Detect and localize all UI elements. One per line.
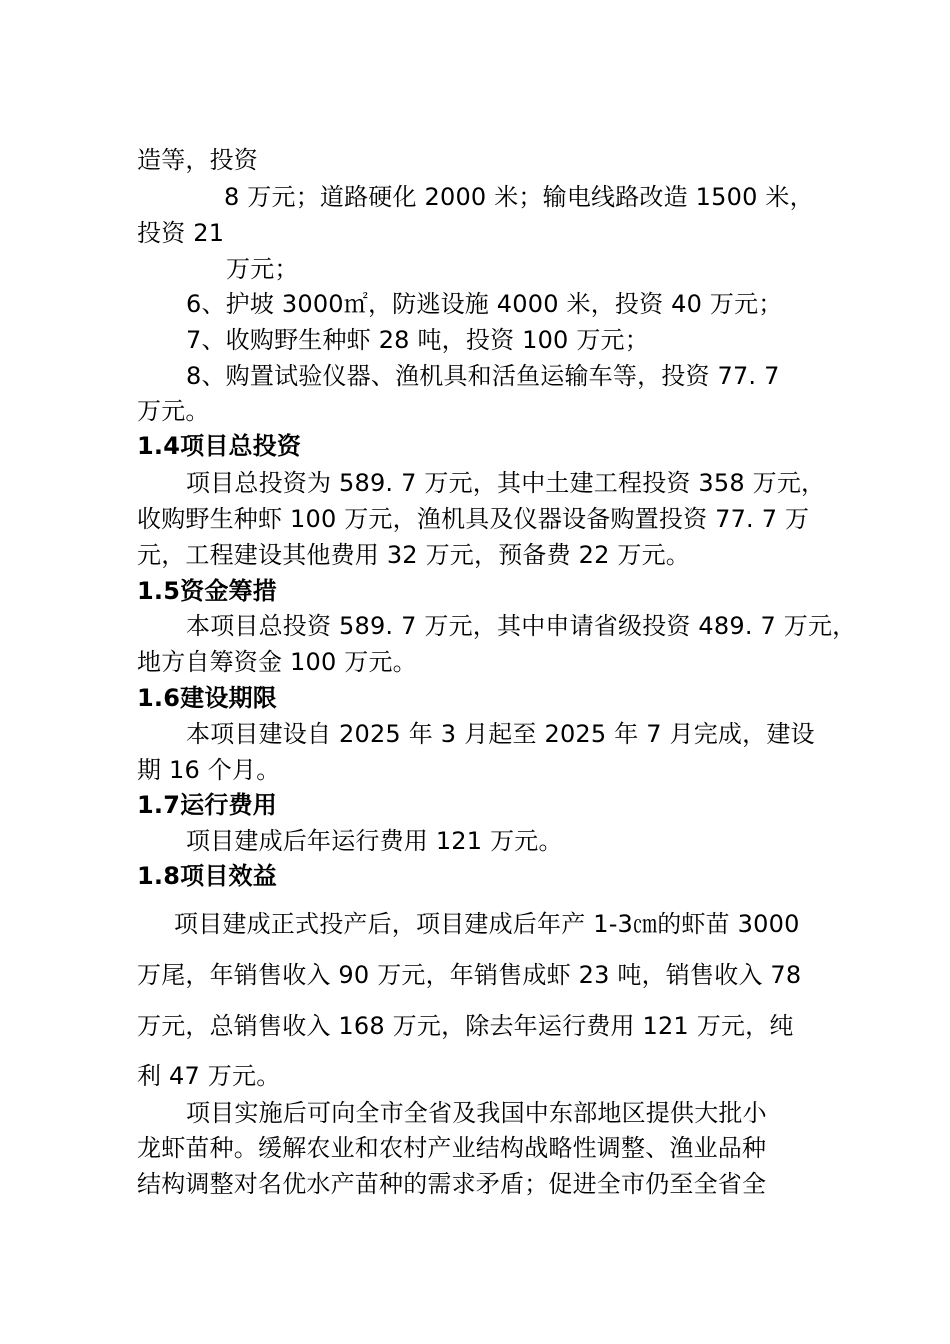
list-item: 7、收购野生种虾 28 吨，投资 100 万元； xyxy=(186,326,649,354)
body-line: 万元； xyxy=(226,255,299,283)
body-line: 万元，总销售收入 168 万元，除去年运行费用 121 万元，纯 xyxy=(137,1012,794,1040)
section-heading: 1.7运行费用 xyxy=(137,791,277,819)
body-line: 项目建成后年运行费用 121 万元。 xyxy=(186,827,563,855)
list-item: 6、护坡 3000㎡，防逃设施 4000 米，投资 40 万元； xyxy=(186,290,783,318)
section-heading: 1.5资金筹措 xyxy=(137,577,277,605)
body-line: 项目建成正式投产后，项目建成后年产 1-3㎝的虾苗 3000 xyxy=(174,910,800,938)
body-line: 本项目总投资 589. 7 万元，其中申请省级投资 489. 7 万元， xyxy=(186,612,857,640)
list-item: 8、购置试验仪器、渔机具和活鱼运输车等，投资 77. 7 xyxy=(186,362,780,390)
body-line: 本项目建设自 2025 年 3 月起至 2025 年 7 月完成，建设 xyxy=(186,720,815,748)
section-heading: 1.6建设期限 xyxy=(137,684,277,712)
body-line: 期 16 个月。 xyxy=(137,756,281,784)
body-line: 元，工程建设其他费用 32 万元，预备费 22 万元。 xyxy=(137,541,690,569)
body-line: 项目总投资为 589. 7 万元，其中土建工程投资 358 万元， xyxy=(186,469,826,497)
body-line: 利 47 万元。 xyxy=(137,1062,281,1090)
section-heading: 1.8项目效益 xyxy=(137,862,277,890)
body-line: 结构调整对名优水产苗种的需求矛盾；促进全市仍至全省全 xyxy=(137,1170,767,1198)
body-line: 项目实施后可向全市全省及我国中东部地区提供大批小 xyxy=(186,1099,767,1127)
body-line: 造等，投资 xyxy=(137,146,258,174)
body-line: 万元。 xyxy=(137,397,210,425)
body-line: 8 万元；道路硬化 2000 米；输电线路改造 1500 米， xyxy=(224,183,814,211)
body-line: 地方自筹资金 100 万元。 xyxy=(137,648,417,676)
body-line: 万尾，年销售收入 90 万元，年销售成虾 23 吨，销售收入 78 xyxy=(137,961,802,989)
body-line: 龙虾苗种。缓解农业和农村产业结构战略性调整、渔业品种 xyxy=(137,1134,767,1162)
body-line: 收购野生种虾 100 万元，渔机具及仪器设备购置投资 77. 7 万 xyxy=(137,505,810,533)
body-line: 投资 21 xyxy=(137,219,225,247)
section-heading: 1.4项目总投资 xyxy=(137,432,302,460)
